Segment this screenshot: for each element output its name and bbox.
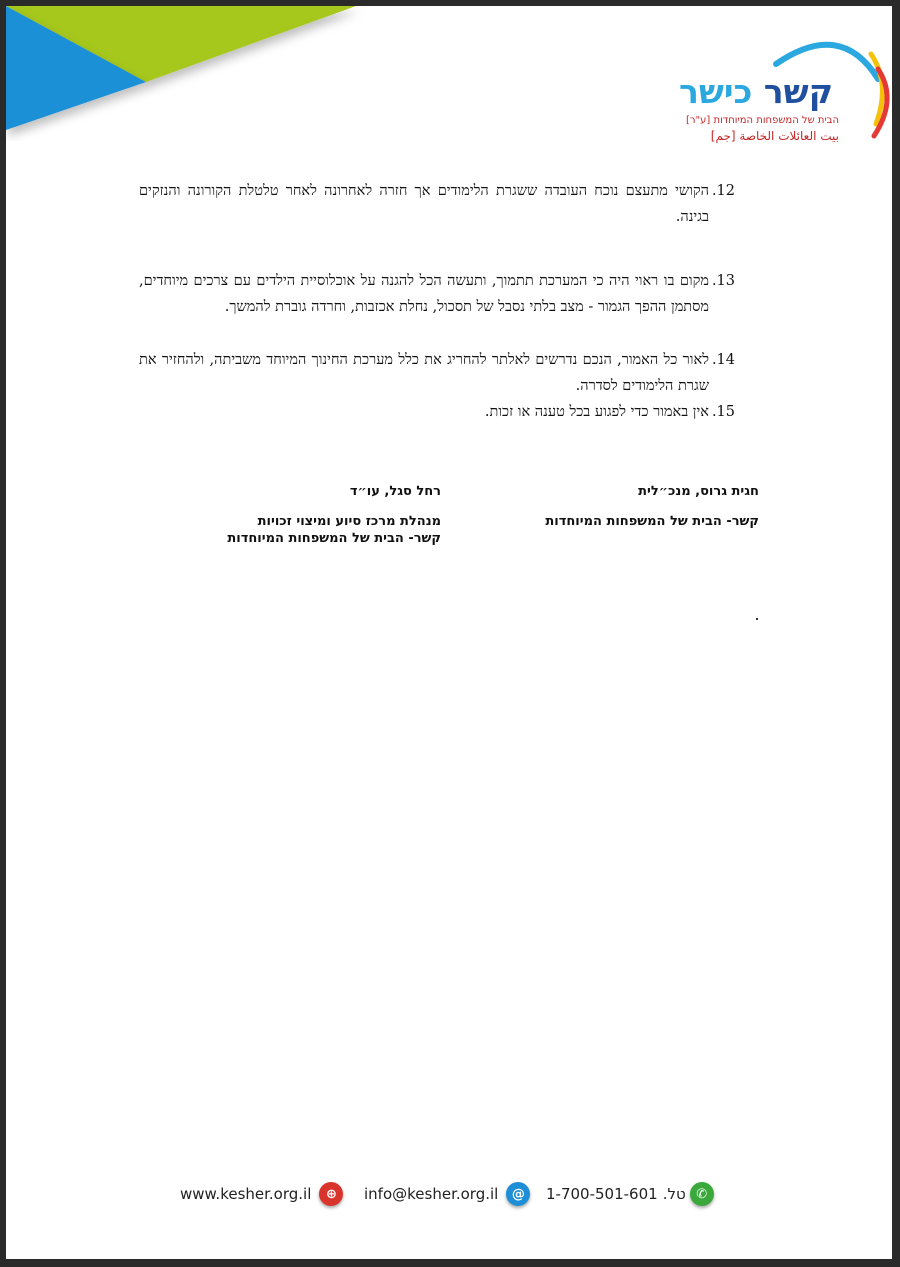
paragraph-13 [139,268,735,320]
signer-organization: קשר- הבית של המשפחות המיוחדות [227,531,441,546]
phone-number: 1-700-501-601 [546,1185,658,1203]
paragraph-text: מקום בו ראוי היה כי המערכת תתמוך, ותעשה הכל להגנה על אוכלוסיית הילדים עם צרכים מיוחדים, מסתמן ההפך הגמור - מצב בלתי נסבל של תסכול, נחלת אכזבות, וחרדה גוברת להמשך. [139,273,709,315]
paragraph-14 [139,347,735,399]
paragraph-number: 12. [711,183,735,199]
logo-name [679,74,833,110]
at-icon: @ [506,1182,530,1206]
paragraph-15 [139,399,735,425]
paragraph-number: 14. [711,352,735,368]
email-address: info@kesher.org.il [364,1185,499,1203]
signer-name: רחל סגל, עו״ד [349,484,441,499]
paragraph-number: 13. [711,273,735,289]
footer-phone[interactable] [546,1182,714,1206]
stray-dot [756,618,758,620]
signer-organization: קשר- הבית של המשפחות המיוחדות [545,514,759,529]
logo-name-part1: קשר [763,72,833,111]
paragraph-text: אין באמור כדי לפגוע בכל טענה או זכות. [484,404,709,420]
phone-icon: ✆ [690,1182,714,1206]
logo-name-part2: כישר [678,72,753,111]
signature-right [545,483,759,530]
logo-tagline-hebrew: הבית של המשפחות המיוחדות [ע"ר] [686,115,839,126]
logo-tagline-arabic: بيت العائلات الخاصة [جم] [710,129,839,143]
paragraph-text: לאור כל האמור, הנכם נדרשים לאלתר להחריג את כלל מערכת החינוך המיוחד משביתה, ולהחזיר את שגרת הלימודים לסדרה. [139,352,709,394]
footer-email[interactable] [364,1182,530,1206]
corner-decoration [6,6,386,141]
paragraph-text: הקושי מתעצם נוכח העובדה ששגרת הלימודים אך חזרה לאחרונה לאחר טלטלת הקורונה והנזקים בגינה. [139,183,709,225]
paragraph-12 [139,178,735,230]
globe-icon: ⊕ [319,1182,343,1206]
signer-title: מנהלת מרכז סיוע ומיצוי זכויות [257,514,441,529]
paragraph-number: 15. [711,404,735,420]
signer-name: חגית גרוס, מנכ״לית [638,484,759,499]
letter-page [6,6,892,1259]
signature-left [227,483,441,547]
phone-label: טל. [662,1185,686,1203]
kesher-logo [666,24,891,154]
footer-website[interactable] [180,1182,343,1206]
website-url: www.kesher.org.il [180,1185,312,1203]
